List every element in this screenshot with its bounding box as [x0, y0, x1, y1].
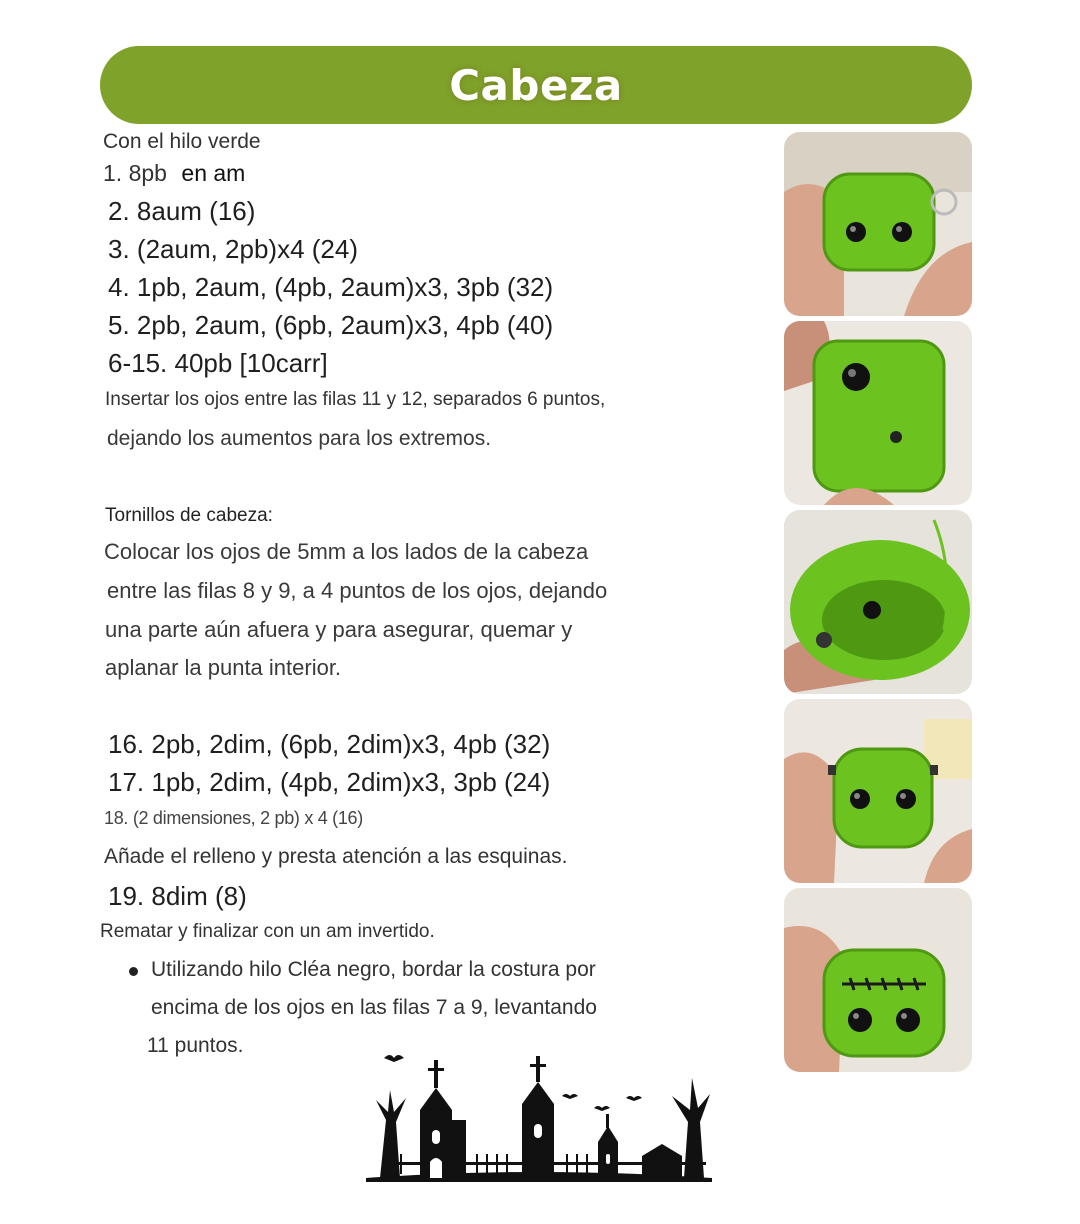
photo-head-side — [784, 321, 972, 505]
finish-note: Rematar y finalizar con un am invertido. — [100, 921, 435, 942]
round-16: 16. 2pb, 2dim, (6pb, 2dim)x3, 4pb (32) — [108, 729, 551, 759]
photo-head-front — [784, 132, 972, 316]
photo-head-open — [784, 510, 972, 694]
round-4: 4. 1pb, 2aum, (4pb, 2aum)x3, 3pb (32) — [108, 272, 554, 302]
round-19: 19. 8dim (8) — [108, 881, 247, 911]
round-6-15: 6-15. 40pb [10carr] — [108, 348, 328, 378]
screws-text-line-4: aplanar la punta interior. — [105, 655, 342, 680]
screws-text-line-2: entre las filas 8 y 9, a 4 puntos de los ojos, dejando — [107, 578, 608, 603]
title-banner — [100, 46, 972, 124]
bullet-dot — [129, 967, 138, 976]
round-1-number: 1. 8pb — [103, 160, 167, 186]
round-18: 18. (2 dimensiones, 2 pb) x 4 (16) — [104, 808, 363, 828]
stuffing-note: Añade el relleno y presta atención a las esquinas. — [104, 845, 568, 868]
round-1-suffix: en am — [181, 160, 246, 186]
screws-text-line-3: una parte aún afuera y para asegurar, quemar y — [105, 617, 573, 642]
round-17: 17. 1pb, 2dim, (4pb, 2dim)x3, 3pb (24) — [108, 767, 551, 797]
round-2: 2. 8aum (16) — [108, 196, 256, 226]
screws-heading: Tornillos de cabeza: — [105, 505, 273, 526]
page-title: Cabeza — [449, 60, 623, 110]
eyes-note-line-2: dejando los aumentos para los extremos. — [107, 427, 492, 450]
round-5: 5. 2pb, 2aum, (6pb, 2aum)x3, 4pb (40) — [108, 310, 554, 340]
round-1 — [103, 160, 245, 187]
bullet-line-1: Utilizando hilo Cléa negro, bordar la costura por — [151, 958, 596, 981]
photo-head-scar — [784, 888, 972, 1072]
round-3: 3. (2aum, 2pb)x4 (24) — [108, 234, 359, 264]
bullet-line-3: 11 puntos. — [147, 1034, 244, 1057]
bullet-line-2: encima de los ojos en las filas 7 a 9, levantando — [151, 996, 597, 1019]
haunted-church-silhouette — [366, 1050, 712, 1187]
eyes-note-line-1: Insertar los ojos entre las filas 11 y 12, separados 6 puntos, — [105, 389, 606, 410]
photo-head-closed — [784, 699, 972, 883]
screws-text-line-1: Colocar los ojos de 5mm a los lados de la cabeza — [104, 539, 589, 564]
intro-text: Con el hilo verde — [103, 130, 261, 153]
